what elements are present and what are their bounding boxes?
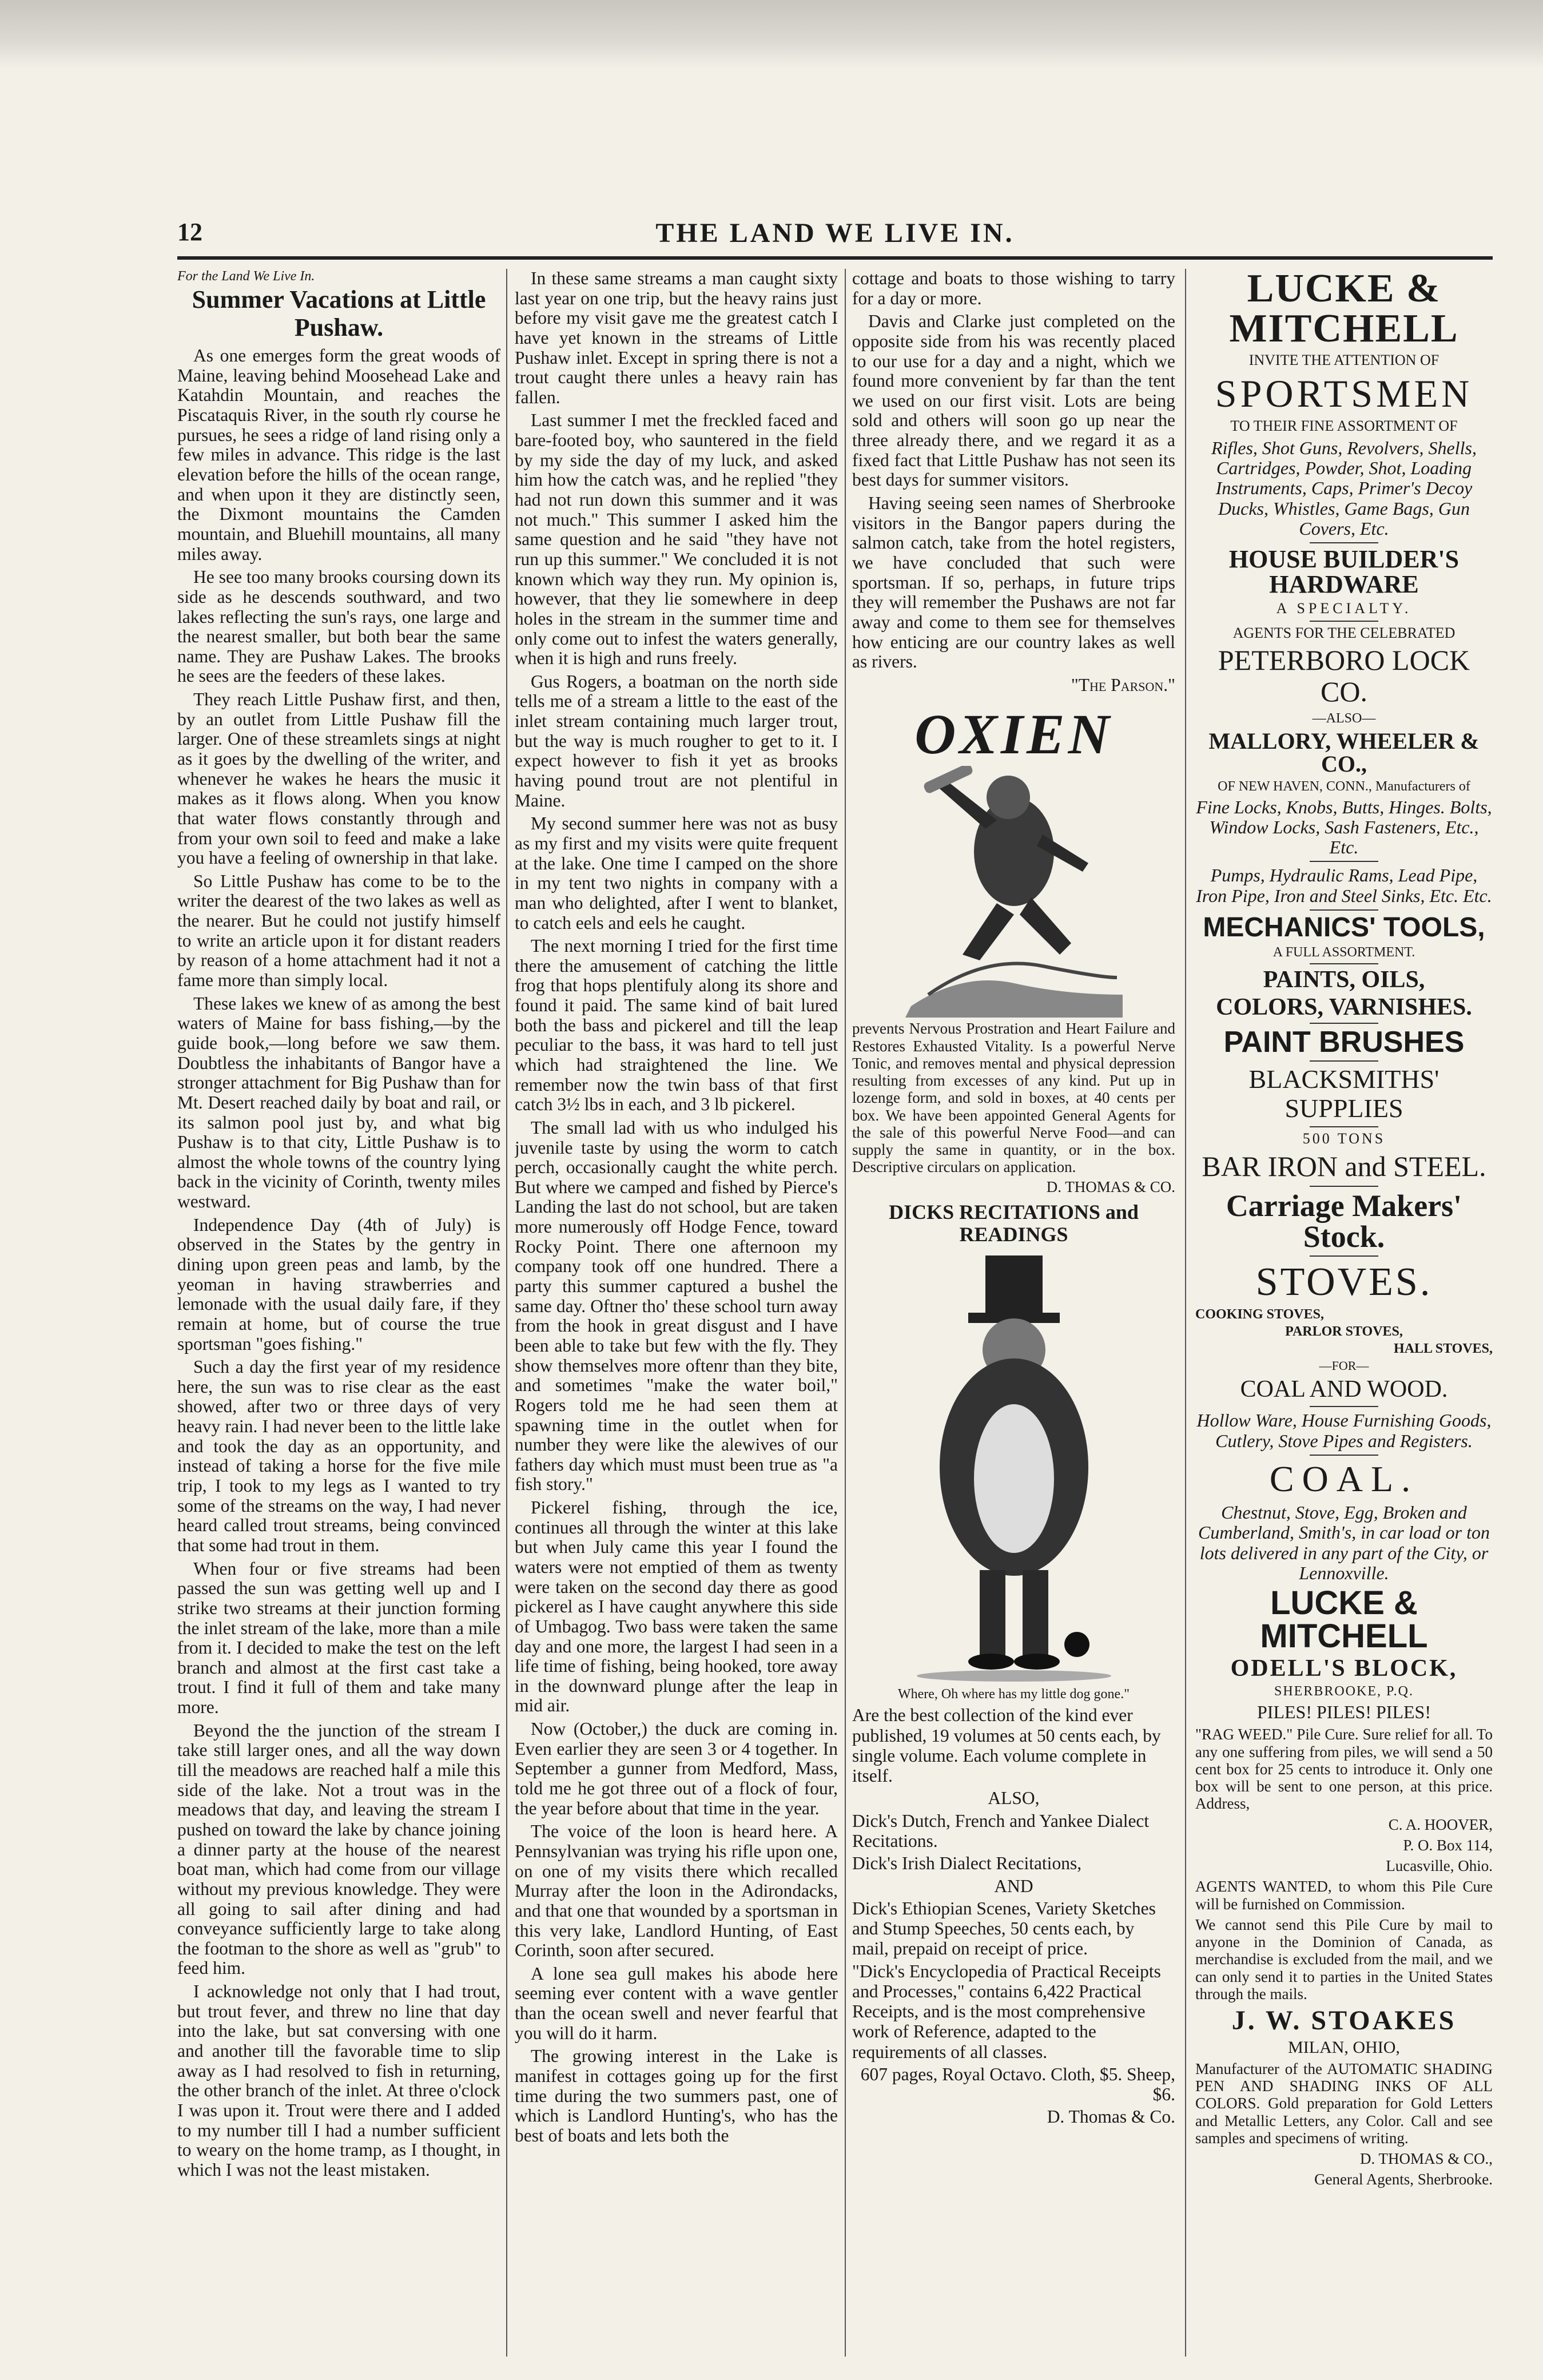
lucke-locks: Fine Locks, Knobs, Butts, Hinges. Bolts, Window Locks, Sash Fasteners, Etc., Etc. (1196, 796, 1492, 858)
column-1 (177, 269, 500, 2357)
separator (1310, 1060, 1378, 1062)
stoakes-place: MILAN, OHIO, (1288, 2037, 1400, 2057)
stoakes-body: Manufacturer of the AUTOMATIC SHADING PEN AND SHADING INKS OF ALL COLORS. Gold preparation for Gold Letters and Metallic Letters, any Color. Call and see samples and specimens of writing. (1195, 2060, 1493, 2147)
column-divider (1185, 269, 1186, 2357)
lucke-invite: INVITE THE ATTENTION OF (1248, 352, 1439, 368)
column-4-ads (1195, 269, 1493, 2357)
oxien-title: OXIEN (914, 702, 1113, 766)
dicks-agent: D. Thomas & Co. (1047, 2107, 1175, 2127)
article-paragraph: These lakes we knew of as among the best waters of Maine for bass fishing,—by the guide book,—long before we saw them. Doubtless the inhabitants of Bangor have a stronger attachment for Big Pushaw than for Mt. Desert reached daily by boat and rail, or its salmon pool just by, and what big Pushaw is to that city, Little Pushaw is to almost the whole towns of the country lying back in the vicinity of Corinth, twenty miles westward. (177, 993, 500, 1212)
lucke-mechanics: MECHANICS' TOOLS, (1203, 912, 1485, 943)
article-paragraph: Pickerel fishing, through the ice, continues all through the winter at this lake but when July came this year I found the waters were not emptied of them as twenty were taken on the second day there as good pickerel as I have caught anywhere this side of Umbagog. Two bass were taken the same day and one more, the largest I had seen in a life time of fishing, being hooked, tore away in the downward plunge after the leap in mid air. (515, 1497, 838, 1716)
dicks-and: AND (994, 1876, 1033, 1896)
lucke-coal-wood: COAL AND WOOD. (1240, 1376, 1448, 1403)
lucke-cooking: COOKING STOVES, (1195, 1307, 1324, 1322)
lucke-assortment: A FULL ASSORTMENT. (1272, 944, 1415, 960)
lucke-specialty: A SPECIALTY. (1276, 599, 1412, 617)
lucke-sportsmen: SPORTSMEN (1215, 371, 1473, 415)
lucke-house: HOUSE BUILDER'S HARDWARE (1228, 545, 1460, 598)
separator (1310, 1023, 1378, 1024)
dicks-caption: Where, Oh where has my little dog gone." (897, 1686, 1130, 1702)
piles-note: We cannot send this Pile Cure by mail to anyone in the Dominion of Canada, as merchandise is excluded from the mail, and we can only send it to parties in the United States through the mails. (1195, 1916, 1493, 2002)
dicks-item: Dick's Irish Dialect Recitations, (852, 1853, 1082, 1874)
article-signature: "The Parson." (1071, 674, 1175, 695)
dicks-item: Dick's Dutch, French and Yankee Dialect Recitations. (852, 1810, 1150, 1851)
article-paragraph: Now (October,) the duck are coming in. Even earlier they are seen 3 or 4 together. In September a gunner from Medford, Mass, told me he got three out of a flock of four, the year before about that time in the year. (515, 1719, 838, 1818)
piles-town: Lucasville, Ohio. (1386, 1857, 1493, 1875)
column-divider (506, 269, 507, 2357)
page-number: 12 (177, 218, 202, 246)
lucke-bar-iron: BAR IRON and STEEL. (1202, 1150, 1486, 1182)
dicks-price: 607 pages, Royal Octavo. Cloth, $5. Sheep, $6. (860, 2064, 1175, 2105)
dicks-list (852, 1705, 1175, 2127)
lucke-goods: Rifles, Shot Guns, Revolvers, Shells, Cartridges, Powder, Shot, Loading Instruments, Caps, Primer's Decoy Ducks, Whistles, Game Bags, Gun Covers, Etc. (1211, 437, 1477, 539)
lucke-paints: PAINTS, OILS, (1263, 967, 1425, 994)
article-paragraph: Having seeing seen names of Sherbrooke visitors in the Bangor papers during the salmon catch, take from the hotel registers, we have concluded that such were sportsman. If so, perhaps, in future trips they will remember the Pushaws are not far away and come to them see for themselves how enticing are our country lakes as well as rivers. (852, 493, 1175, 672)
stoakes-name: J. W. STOAKES (1231, 2005, 1457, 2036)
lucke-stoves: STOVES. (1255, 1260, 1433, 1304)
lucke-agents: AGENTS FOR THE CELEBRATED (1232, 624, 1455, 641)
article-paragraph: So Little Pushaw has come to be to the writer the dearest of the two lakes as well as the nearer. But he could not justify himself to write an article upon it for distant readers by reason of a home attachment had it not a fame more than simply local. (177, 871, 500, 991)
separator (1310, 1255, 1378, 1257)
article-paragraph: Last summer I met the freckled faced and bare-footed boy, who sauntered in the field by my side the day of my luck, and asked him how the catch was, and he replied "they had not run down this summer and it was not much." This summer I asked him the same question and he said "they have not run up this summer." We concluded it is not known which way they run. My opinion is, however, that they lie somewhere in deep holes in the stream in the summer time and only come out to infest the waters generally, when it is high and runs freely. (515, 410, 838, 669)
lucke-brushes: PAINT BRUSHES (1223, 1026, 1465, 1059)
lucke-hollow: Hollow Ware, House Furnishing Goods, Cutlery, Stove Pipes and Registers. (1196, 1410, 1492, 1451)
lucke-coal: COAL. (1269, 1458, 1419, 1499)
article-paragraph: Gus Rogers, a boatman on the north side tells me of a stream a little to the east of the inlet stream containing much larger trout, but the way is much rougher to get to it. I expect however to fish it yet as brooks having pound trout are not plentiful in Maine. (515, 671, 838, 810)
stoakes-agent-2: General Agents, Sherbrooke. (1314, 2171, 1493, 2188)
dicks-ad (852, 1201, 1175, 2127)
separator (1310, 963, 1378, 964)
article-paragraph: cottage and boats to those wishing to tarry for a day or more. (852, 269, 1175, 308)
separator (1310, 861, 1378, 862)
lucke-newhaven: OF NEW HAVEN, CONN., Manufacturers of (1218, 778, 1470, 794)
article-paragraph: I acknowledge not only that I had trout, but trout fever, and threw no line that day into the lake, but sat conversing with one and another till the favorable time to slip away as I had resolved to fish in returning, the other branch of the inlet. At three o'clock I was upon it. Trout were there and I added to my number till I had a number sufficient to weary on the home tramp, as I thought, in which I was not the least mistaken. (177, 1981, 500, 2180)
lucke-hall: HALL STOVES, (1394, 1341, 1493, 1356)
column-divider (845, 269, 846, 2357)
article-paragraph: In these same streams a man caught sixty last year on one trip, but the heavy rains just before my visit gave me the greatest catch I have yet known in the streams of Little Pushaw inlet. Except in spring there is not a trout caught there unles a heavy rain has fallen. (515, 269, 838, 407)
article-paragraph: When four or five streams had been passed the sun was getting well up and I strike two streams at their junction forming the inlet stream of the lake, more than a mile from it. I decided to make the test on the left branch and almost at the first cast take a trout. I find it full of them and take many more. (177, 1558, 500, 1718)
article-paragraph: My second summer here was not as busy as my first and my visits were quite frequent at the lake. One time I camped on the shore in my tent two nights in company with a man who delighted, after I went to blanket, to catch eels and eels he caught. (515, 813, 838, 933)
article-paragraph: The growing interest in the Lake is manifest in cottages going up for the first time during the two summers past, one of which is Landlord Hunting's, who has the best of boats and lets both the (515, 2046, 838, 2145)
lucke-coal-desc: Chestnut, Stove, Egg, Broken and Cumberland, Smith's, in car load or ton lots delivered in any part of the City, or Lennoxville. (1198, 1502, 1490, 1583)
lucke-colors: COLORS, VARNISHES. (1216, 994, 1472, 1021)
article-paragraph: The voice of the loon is heard here. A Pennsylvanian was trying his rifle upon one, on one of my visits there which recalled Murray after the loon in the Adirondacks, and that one that wounded by a sportsman in this very lake, Landlord Hunting, of East Corinth, soon after secured. (515, 1821, 838, 1961)
lucke-name-2: LUCKE & MITCHELL (1260, 1584, 1428, 1655)
separator (1310, 621, 1378, 622)
dicks-intro: Are the best collection of the kind ever published, 19 volumes at 50 cents each, by single volume. Each volume complete in itself. (852, 1705, 1161, 1786)
separator (1310, 542, 1378, 543)
separator (1310, 1126, 1378, 1127)
separator (1310, 1455, 1378, 1456)
column-3 (852, 269, 1175, 2357)
oxien-ad (852, 703, 1175, 1195)
article-credit: For the Land We Live In. (177, 269, 315, 284)
dicks-item: "Dick's Encyclopedia of Practical Receipts and Processes," contains 6,422 Practical Receipts, and is the most comprehensive work of Reference, adapted to the requirements of all classes. (852, 1961, 1161, 2062)
lucke-name: LUCKE & MITCHELL (1229, 269, 1459, 351)
separator (1310, 1406, 1378, 1407)
article-paragraph: He see too many brooks coursing down its side as he descends southward, and two lakes reflecting the sun's rays, one large and the nearest smaller, but both bear the same name. They are Pushaw Lakes. The brooks he sees are the feeders of these lakes. (177, 567, 500, 686)
oxien-agent: D. THOMAS & CO. (1046, 1178, 1175, 1195)
separator (1310, 1186, 1378, 1187)
runner-illustration-icon (894, 766, 1134, 1018)
article-paragraph: Beyond the the junction of the stream I take still larger ones, and all the way down till the meadows are reached half a mile this side of the lake. Not a trout was in the meadows that day, and leaving the stream I pushed on toward the lake by chance joining a dinner party at the house of the nearest boat man, which had come from our village without my previous knowledge. They were all going to sail after dining and had conveyance sufficiently large to take along the footman to the shore as well as "grub" to feed him. (177, 1720, 500, 1978)
lucke-blacksmith: BLACKSMITHS' SUPPLIES (1248, 1064, 1439, 1123)
oxien-body: prevents Nervous Prostration and Heart Failure and Restores Exhausted Vitality. Is a powerful Nerve Tonic, and removes mental and physical depression resulting from excesses of any kind. Put up in lozenge form, and sold in boxes, at 40 cents per box. We have been appointed General Agents for the sale of this powerful Nerve Food—and can supply the same in quantity, or in the box. Descriptive circulars on application. (852, 1020, 1175, 1176)
article-paragraph: The next morning I tried for the first time there the amusement of catching the little frog that hops plentifuly along its shore and found it paid. The same kind of bait lured both the bass and pickerel and till the leap peculiar to the bass, it was hard to tell just which had straightened the line. We remember now the twin bass of that first catch 3½ lbs in each, and 3 lb pickerel. (515, 936, 838, 1115)
page-header (177, 217, 1493, 252)
article-paragraph: They reach Little Pushaw first, and then, by an outlet from Little Pushaw fill the larger. One of these streamlets sings at night as it goes by the dwelling of the writer, and whenever he wakes he hears the music it makes as it flows along. When you know that water flows constantly through and from your own soil to feed and make a lake you have a feeling of ownership in that lake. (177, 689, 500, 868)
article-paragraph: Such a day the first year of my residence here, the sun was to rise clear as the east showed, after two or three days of very heavy rain. I had never been to the little lake and took the day as an opportunity, and instead of taking a horse for the five mile trip, I took to my legs as I wanted to try some of the streams on the way, I had never heard called trout streams, being convinced that some had trout in them. (177, 1357, 500, 1555)
article-paragraph: A lone sea gull makes his abode here seeming ever content with a wave gentler than the ocean swell and never fearful that you will do it harm. (515, 1963, 838, 2043)
article-paragraph: The small lad with us who indulged his juvenile taste by using the worm to catch perch, occasionally caught the white perch. But where we camped and fished by Pierce's Landing the last do not school, but are taken more numerously off Hodge Fence, toward Rocky Point. There one afternoon my company took off one hundred. There a party this summer captured a bushel the same day. Oftner tho' these school turn away from the hook in great disgust and I have been able to take but few with the fly. They show themselves more oftenr than they bite, and sometimes "make the water boil," Rogers told me he had seen them at spawning time in the outlet when for number they were like the alewives of our fathers day which must must been true as "a fish story." (515, 1117, 838, 1495)
lucke-for: —FOR— (1319, 1358, 1369, 1373)
lucke-mallory: MALLORY, WHEELER & CO., (1208, 728, 1480, 777)
header-rule (177, 256, 1493, 260)
lucke-sherbrooke: SHERBROOKE, P.Q. (1274, 1683, 1414, 1699)
dicks-item: Dick's Ethiopian Scenes, Variety Sketches and Stump Speeches, 50 cents each, by mail, prepaid on receipt of price. (852, 1898, 1156, 1959)
paper-title: THE LAND WE LIVE IN. (655, 218, 1015, 248)
piles-body: "RAG WEED." Pile Cure. Sure relief for all. To any one suffering from piles, we will send a 50 cent box for 25 cents to introduce it. Only one box will be sent to one person, at this price. Address, (1195, 1726, 1493, 1813)
lucke-carriage: Carriage Makers' Stock. (1226, 1189, 1462, 1254)
lucke-also: —ALSO— (1312, 711, 1376, 726)
article-title: Summer Vacations at Little Pushaw. (192, 285, 486, 341)
lucke-parlor: PARLOR STOVES, (1285, 1324, 1403, 1339)
dicks-heading: DICKS RECITATIONS and READINGS (889, 1200, 1139, 1246)
scan-top-edge (0, 0, 1543, 69)
lucke-pumps: Pumps, Hydraulic Rams, Lead Pipe, Iron Pipe, Iron and Steel Sinks, Etc. Etc. (1196, 865, 1492, 906)
lucke-peterboro: PETERBORO LOCK CO. (1218, 644, 1470, 708)
dicks-also: ALSO, (988, 1788, 1040, 1809)
lucke-tons: 500 TONS (1302, 1130, 1386, 1147)
article-paragraph: As one emerges form the great woods of Maine, leaving behind Moosehead Lake and Katahdin Mountain, and reaches the Piscataquis River, in the south rly course he pursues, he sees a ridge of land rising only a few miles in advance. This ridge is the last elevation before the hills of the ocean range, and when upon it they are distinctly seen, the Dixmont mountains the Camden mountain, and Bluehill mountains, all many miles away. (177, 345, 500, 564)
column-2 (515, 269, 838, 2357)
piles-agents: AGENTS WANTED, to whom this Pile Cure will be furnished on Commission. (1195, 1878, 1493, 1913)
article-paragraph: Independence Day (4th of July) is observed in the States by the gentry in dining upon green peas and lamb, by the yeoman in having strawberries and lemonade with the usual daily fare, if they remain at home, but of course the true sportsman "goes fishing." (177, 1214, 500, 1354)
article-paragraph: Davis and Clarke just completed on the opposite side from his was recently placed to our use for a day and a night, which we found more convenient by far than the tent we used on our first visit. Lots are being sold and others will soon go up near the three already there, and we regard it as a fixed fact that Little Pushaw has not seen its best days for summer visitors. (852, 311, 1175, 490)
top-hat-man-illustration-icon (911, 1250, 1117, 1684)
piles-box: P. O. Box 114, (1403, 1836, 1493, 1854)
lucke-to-their: TO THEIR FINE ASSORTMENT OF (1230, 418, 1458, 435)
separator (1310, 909, 1378, 911)
stoakes-agent: D. THOMAS & CO., (1359, 2150, 1493, 2168)
piles-heading: PILES! PILES! PILES! (1257, 1702, 1431, 1723)
lucke-odell: ODELL'S BLOCK, (1230, 1655, 1458, 1682)
piles-name: C. A. HOOVER, (1388, 1815, 1493, 1833)
